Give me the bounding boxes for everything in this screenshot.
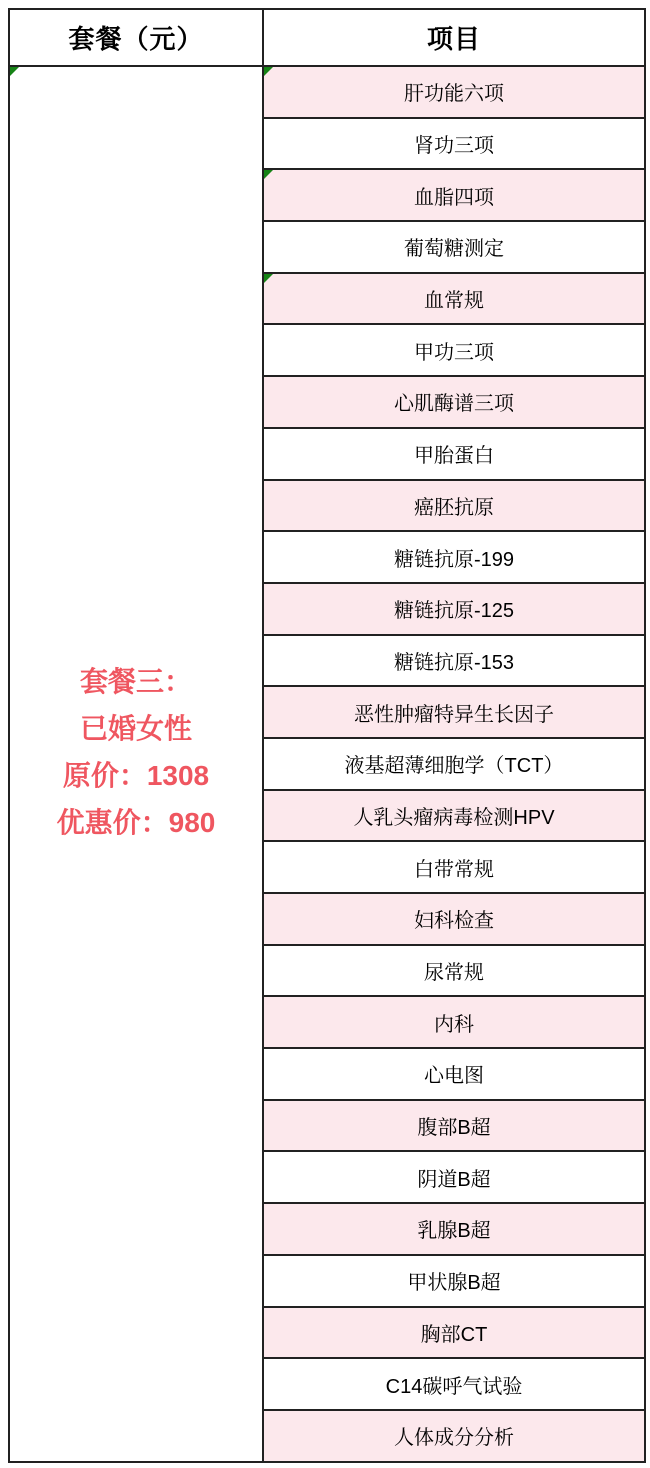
item-label: 癌胚抗原 xyxy=(414,496,494,519)
package-line: 优惠价：980 xyxy=(56,806,216,838)
item-cell xyxy=(263,480,645,532)
item-label: 心电图 xyxy=(424,1065,484,1088)
item-label: 乳腺B超 xyxy=(417,1220,491,1243)
item-cell xyxy=(263,790,645,842)
item-cell xyxy=(263,635,645,687)
item-label: 甲胎蛋白 xyxy=(414,445,494,468)
item-label: 肝功能六项 xyxy=(404,83,504,106)
package-line: 已婚女性 xyxy=(79,712,192,744)
package-line: 套餐三： xyxy=(79,665,192,697)
item-cell xyxy=(263,66,645,118)
item-cell xyxy=(263,945,645,997)
item-cell xyxy=(263,1203,645,1255)
item-cell xyxy=(263,738,645,790)
item-cell xyxy=(263,1358,645,1410)
item-label: 甲功三项 xyxy=(414,341,494,364)
item-label: 甲状腺B超 xyxy=(407,1272,501,1295)
item-cell xyxy=(263,221,645,273)
item-cell xyxy=(263,324,645,376)
item-label: 内科 xyxy=(434,1013,474,1036)
item-label: 妇科检查 xyxy=(414,910,494,933)
item-label: 糖链抗原-153 xyxy=(393,651,515,674)
item-cell xyxy=(263,169,645,221)
package-summary-cell xyxy=(9,66,263,1462)
item-cell xyxy=(263,1410,645,1462)
item-label: 人体成分分析 xyxy=(394,1427,514,1450)
cell-flag-icon xyxy=(264,67,273,76)
item-cell xyxy=(263,376,645,428)
item-cell xyxy=(263,1255,645,1307)
cell-flag-icon xyxy=(264,170,273,179)
item-cell xyxy=(263,1307,645,1359)
item-label: C14碳呼气试验 xyxy=(385,1375,523,1398)
item-label: 液基超薄细胞学（TCT） xyxy=(344,755,564,778)
item-label: 阴道B超 xyxy=(417,1168,491,1191)
item-cell xyxy=(263,996,645,1048)
item-label: 腹部B超 xyxy=(417,1117,491,1140)
item-label: 人乳头瘤病毒检测HPV xyxy=(353,806,555,829)
package-line: 原价：1308 xyxy=(62,759,210,791)
item-cell xyxy=(263,841,645,893)
table-row xyxy=(9,66,645,118)
spreadsheet-region xyxy=(8,8,646,1463)
item-label: 尿常规 xyxy=(424,962,484,985)
table-header-row xyxy=(9,9,645,66)
cell-flag-icon xyxy=(10,67,19,76)
item-cell xyxy=(263,118,645,170)
item-cell xyxy=(263,1048,645,1100)
item-label: 血脂四项 xyxy=(414,186,494,209)
item-cell xyxy=(263,583,645,635)
item-label: 肾功三项 xyxy=(414,135,494,158)
item-label: 恶性肿瘤特异生长因子 xyxy=(354,703,554,726)
package-summary-text xyxy=(10,658,262,846)
cell-flag-icon xyxy=(264,274,273,283)
item-cell xyxy=(263,893,645,945)
items-column-header: 项目 xyxy=(263,9,645,66)
item-cell xyxy=(263,686,645,738)
item-label: 葡萄糖测定 xyxy=(404,238,504,261)
item-label: 白带常规 xyxy=(414,858,494,881)
item-cell xyxy=(263,428,645,480)
package-items-table xyxy=(8,8,646,1463)
item-cell xyxy=(263,1100,645,1152)
item-label: 糖链抗原-199 xyxy=(393,548,515,571)
item-label: 糖链抗原-125 xyxy=(393,600,515,623)
item-label: 胸部CT xyxy=(420,1323,488,1346)
item-label: 心肌酶谱三项 xyxy=(394,393,514,416)
package-column-header: 套餐（元） xyxy=(9,9,263,66)
item-cell xyxy=(263,531,645,583)
item-cell xyxy=(263,1151,645,1203)
item-label: 血常规 xyxy=(424,290,484,313)
item-cell xyxy=(263,273,645,325)
